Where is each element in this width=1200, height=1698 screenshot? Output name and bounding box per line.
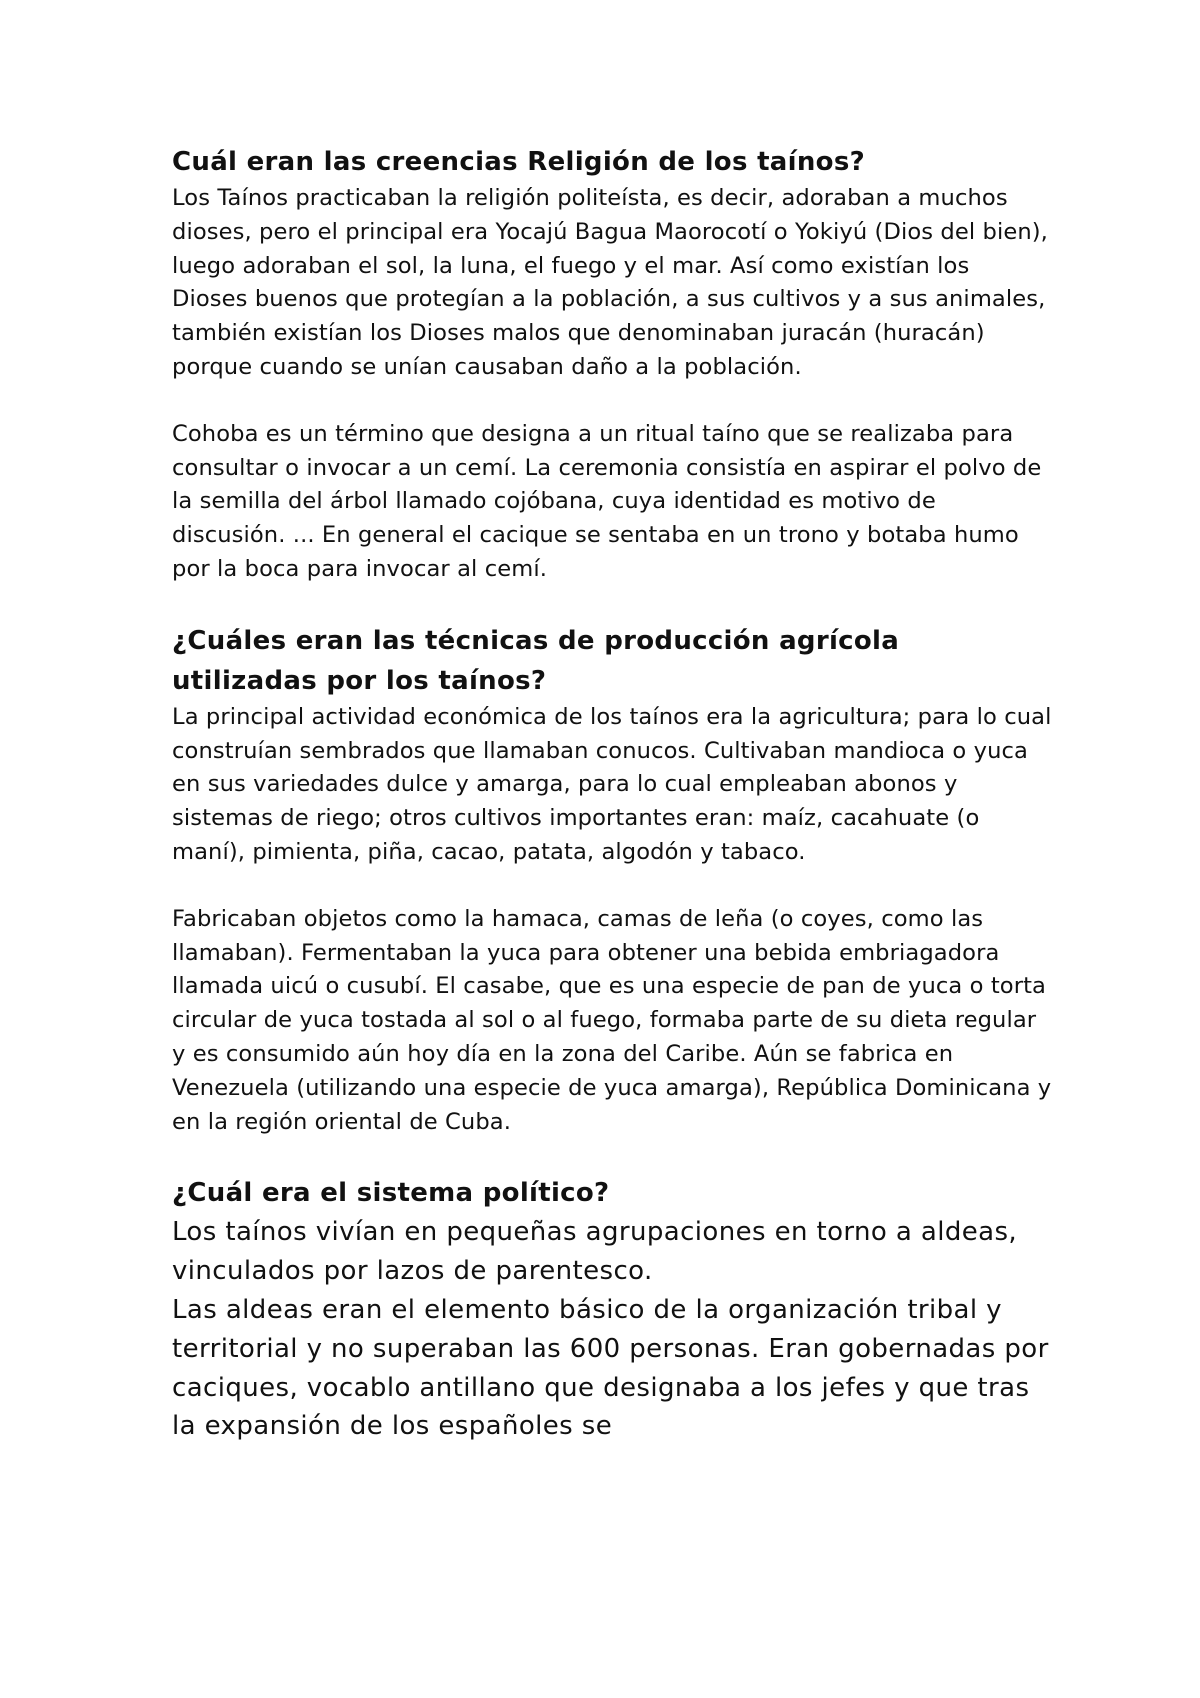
section-heading-agricultura: ¿Cuáles eran las técnicas de producción agrícola utilizadas por los taínos?	[172, 625, 900, 696]
section-heading-sistema-politico: ¿Cuál era el sistema político?	[172, 1178, 610, 1209]
paragraph-aldeas-caciques: Las aldeas eran el elemento básico de la organización tribal y territorial y no superaban las 600 personas. Eran gobernadas por caciques, vocablo antillano que designaba a los jefes y que tras la expansión de los españoles se	[172, 1294, 1049, 1442]
paragraph-aldeas-parentesco: Los taínos vivían en pequeñas agrupaciones en torno a aldeas, vinculados por lazos de parentesco.	[172, 1217, 1018, 1287]
paragraph-objetos-casabe: Fabricaban objetos como la hamaca, camas de leña (o coyes, como las llamaban). Fermentaban la yuca para obtener una bebida embriagadora llamada uicú o cusubí. El casabe, que es una especie de pan de yuca o torta circular de yuca tostada al sol o al fuego, formaba parte de su dieta regular y es consumido aún hoy día en la zona del Caribe. Aún se fabrica en Venezuela (utilizando una especie de yuca amarga), República Dominicana y en la región oriental de Cuba.	[172, 905, 1052, 1135]
paragraph-religion-politeista: Los Taínos practicaban la religión politeísta, es decir, adoraban a muchos dioses, pero el principal era Yocajú Bagua Maorocotí o Yokiyú (Dios del bien), luego adoraban el sol, la luna, el fuego y el mar. Así como existían los Dioses buenos que protegían a la población, a sus cultivos y a sus animales, también existían los Dioses malos que denominaban juracán (huracán) porque cuando se unían causaban daño a la población.	[172, 185, 1048, 380]
paragraph-agricultura: La principal actividad económica de los taínos era la agricultura; para lo cual construían sembrados que llamaban conucos. Cultivaban mandioca o yuca en sus variedades dulce y amarga, para lo cual empleaban abonos y sistemas de riego; otros cultivos importantes eran: maíz, cacahuate (o maní), pimienta, piña, cacao, patata, algodón y tabaco.	[172, 703, 1052, 865]
section-heading-religion: Cuál eran las creencias Religión de los taínos?	[172, 147, 865, 177]
paragraph-cohoba: Cohoba es un término que designa a un ritual taíno que se realizaba para consultar o invocar a un cemí. La ceremonia consistía en aspirar el polvo de la semilla del árbol llamado cojóbana, cuya identidad es motivo de discusión. ... En general el cacique se sentaba en un trono y botaba humo por la boca para invocar al cemí.	[172, 420, 1042, 582]
document-page	[172, 142, 1052, 1446]
